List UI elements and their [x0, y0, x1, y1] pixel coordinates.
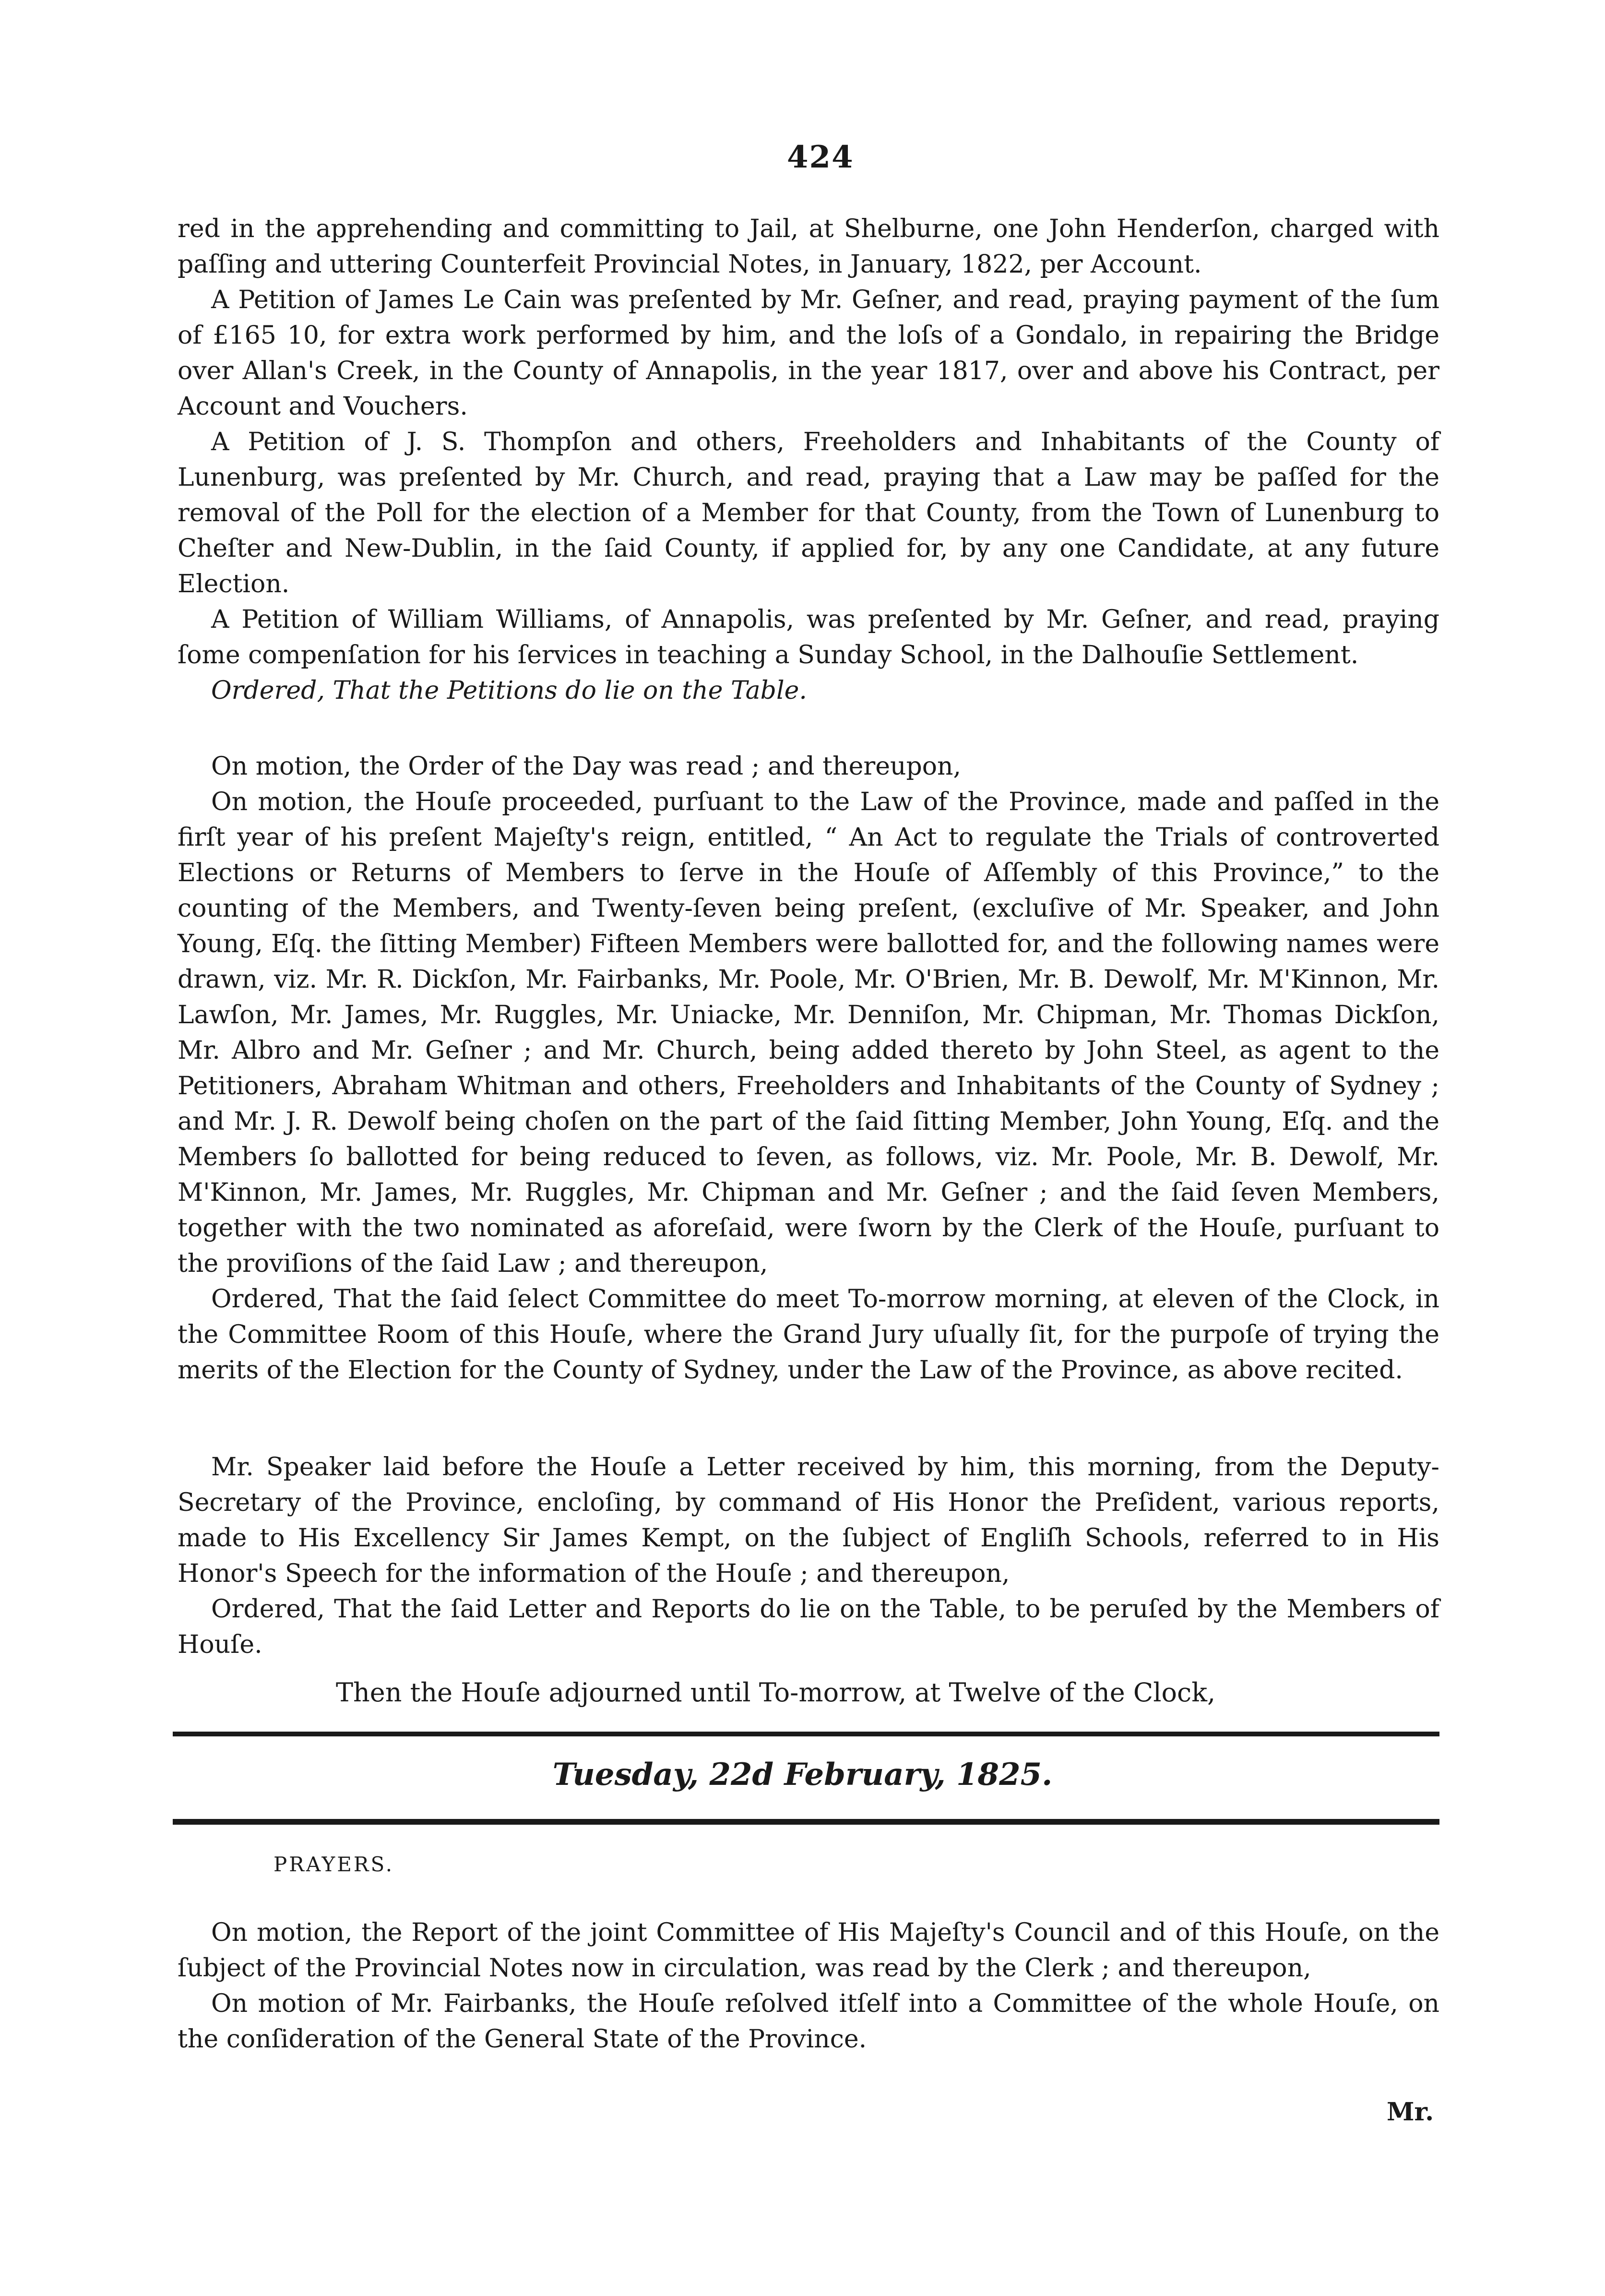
paragraph: A Petition of William Williams, of Annapolis, was preſented by Mr. Geſner, and read, praying ſome compenſation for his ſervices in teaching a Sunday School, in the Dalhouſie Settlement. [178, 605, 1439, 670]
paragraph: On motion, the Order of the Day was read ; and thereupon, [211, 752, 962, 781]
journal-section-1 [178, 211, 1439, 708]
adjournment-line: Then the Houſe adjourned until To-morrow, at Twelve of the Clock, [336, 1677, 1216, 1708]
paragraph: red in the apprehending and committing to Jail, at Shelburne, one John Henderſon, charged with paſſing and uttering Counterfeit Provincial Notes, in January, 1822, per Account. [178, 215, 1439, 279]
page-number: 424 [787, 139, 854, 175]
paragraph: A Petition of J. S. Thompſon and others, Freeholders and Inhabitants of the County of Lunenburg, was preſented by Mr. Church, and read, praying that a Law may be paſſed for the removal of the Poll for the election of a Member for that County, from the Town of Lunenburg to Cheſter and New-Dublin, in the ſaid County, if applied for, by any one Candidate, at any future Election. [178, 428, 1439, 598]
paragraph: On motion of Mr. Fairbanks, the Houſe reſolved itſelf into a Committee of the whole Houſe, on the conſideration of the General State of the Province. [178, 1989, 1439, 2054]
paragraph: On motion, the Report of the joint Committee of His Majeſty's Council and of this Houſe, on the ſubject of the Provincial Notes now in circulation, was read by the Clerk ; and thereupon, [178, 1918, 1439, 1983]
paragraph: A Petition of James Le Cain was preſented by Mr. Geſner, and read, praying payment of the ſum of £165 10, for extra work performed by him, and the loſs of a Gondalo, in repairing the Bridge over Allan's Creek, in the County of Annapolis, in the year 1817, over and above his Contract, per Account and Vouchers. [178, 286, 1439, 421]
top-rule [173, 1732, 1439, 1736]
bottom-rule [173, 1819, 1439, 1825]
paragraph: Ordered, That the Petitions do lie on the Table. [211, 676, 807, 705]
journal-section-3 [178, 1449, 1439, 1662]
date-heading: Tuesday, 22d February, 1825. [552, 1757, 1053, 1793]
journal-section-2 [178, 749, 1439, 1388]
paragraph: Ordered, That the ſaid Letter and Reports do lie on the Table, to be peruſed by the Members of Houſe. [178, 1595, 1439, 1659]
paragraph: On motion, the Houſe proceeded, purſuant to the Law of the Province, made and paſſed in the firſt year of his preſent Majeſty's reign, entitled, “ An Act to regulate the Trials of controverted Elections or Returns of Members to ſerve in the Houſe of Aſſembly of this Province,” to the counting of the Members, and Twenty-ſeven being preſent, (excluſive of Mr. Speaker, and John Young, Eſq. the ſitting Member) Fifteen Members were ballotted for, and the following names were drawn, viz. Mr. R. Dickſon, Mr. Fairbanks, Mr. Poole, Mr. O'Brien, Mr. B. Dewolf, Mr. M'Kinnon, Mr. Lawſon, Mr. James, Mr. Ruggles, Mr. Uniacke, Mr. Denniſon, Mr. Chipman, Mr. Thomas Dickſon, Mr. Albro and Mr. Geſner ; and Mr. Church, being added thereto by John Steel, as agent to the Petitioners, Abraham Whitman and others, Freeholders and Inhabitants of the County of Sydney ; and Mr. J. R. Dewolf being choſen on the part of the ſaid ſitting Member, John Young, Eſq. and the Members ſo ballotted for being reduced to ſeven, as follows, viz. Mr. Poole, Mr. B. Dewolf, Mr. M'Kinnon, Mr. James, Mr. Ruggles, Mr. Chipman and Mr. Geſner ; and the ſaid ſeven Members, together with the two nominated as aforeſaid, were ſworn by the Clerk of the Houſe, purſuant to the proviſions of the ſaid Law ; and thereupon, [178, 788, 1439, 1278]
paragraph: Ordered, That the ſaid ſelect Committee do meet To-morrow morning, at eleven of the Clock, in the Committee Room of this Houſe, where the Grand Jury uſually ſit, for the purpoſe of trying the merits of the Election for the County of Sydney, under the Law of the Province, as above recited. [178, 1285, 1439, 1385]
journal-section-4 [178, 1915, 1439, 2057]
prayers-heading: PRAYERS. [273, 1853, 394, 1876]
paragraph: Mr. Speaker laid before the Houſe a Letter received by him, this morning, from the Deputy-Secretary of the Province, encloſing, by command of His Honor the Preſident, various reports, made to His Excellency Sir James Kempt, on the ſubject of Engliſh Schools, referred to in His Honor's Speech for the information of the Houſe ; and thereupon, [178, 1453, 1439, 1588]
catchword: Mr. [1387, 2097, 1434, 2127]
